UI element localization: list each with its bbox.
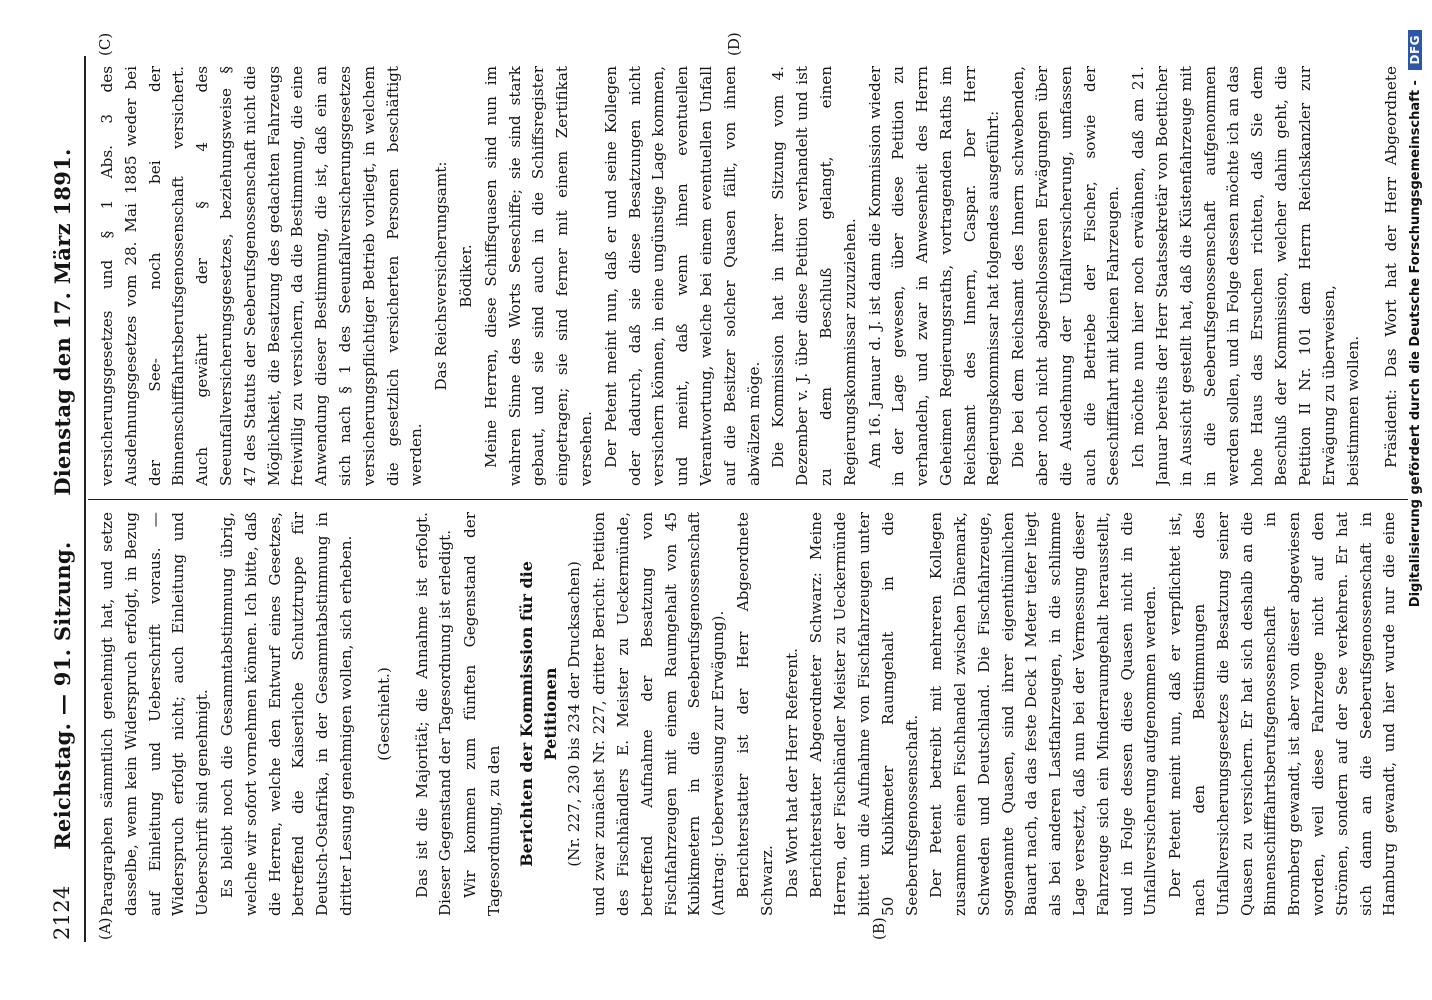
- right-text-column: [96, 66, 1406, 486]
- paragraph: Meine Herren, diese Schiffsquasen sind nun im wahren Sinne des Worts Seeschiffe; sie sind stark gebaut, und sie sind auch in die Schiffsregister eingetragen; sie sind ferner mit einem Zertifikat versehen.: [481, 66, 595, 486]
- margin-marker-b: (B): [870, 917, 888, 940]
- header-rule: [84, 56, 86, 942]
- paragraph: Der Petent betreibt mit mehreren Kollegen zusammen einen Fischhandel zwischen Dänemark, Schweden und Deutschland. Die Fischfahrzeuge, sogenannte Quasen, sind ihrer eigenthümlichen Bauart nach, da das feste Deck 1 Meter tiefer liegt als bei anderen Lastfahrzeugen, in die schlimme Lage versetzt, daß nun bei der Vermessung dieser Fahrzeuge sich ein Minderraumgehalt herausstellt, und in Folge dessen diese Quasen nicht in die Unfallversicherung aufgenommen werden.: [927, 512, 1160, 916]
- paragraph: Wir kommen zum fünften Gegenstand der Tagesordnung, zu den: [461, 512, 503, 916]
- digitization-footer: [1408, 30, 1426, 750]
- margin-marker-a: (A): [96, 917, 114, 940]
- speech-paragraph: Berichterstatter Abgeordneter Schwarz: Meine Herren, der Fischhändler Meister zu Ueckermünde bittet um die Aufnahme von Fischfahrzeugen unter 50 Kubikmeter Raumgehalt in die Seeberufsgenossenschaft.: [807, 512, 921, 916]
- paragraph: Berichterstatter ist der Herr Abgeordnete Schwarz.: [733, 512, 776, 916]
- paragraph: Paragraphen sämmtlich genehmigt hat, und setze dasselbe, wenn kein Widerspruch erfolgt, in Bezug auf Einleitung und Ueberschrift voraus. — Widerspruch erfolgt nicht; auch Einleitung und Ueberschrift sind genehmigt.: [98, 512, 212, 916]
- stage-direction: (Geschieht.): [374, 667, 393, 761]
- margin-marker-d: (D): [725, 32, 743, 56]
- dfg-logo: DFG: [1408, 30, 1422, 70]
- paragraph: Es bleibt noch die Gesammtabstimmung übrig, welche wir sofort vornehmen können. Ich bitte, daß die Herren, welche den Entwurf eines Gesetzes, betreffend die Kaiserliche Schutztruppe für Deutsch-Ostafrika, in der Gesammtabstimmung in dritter Lesung genehmigen wollen, sich erheben.: [217, 512, 355, 916]
- paragraph: Die Kommission hat in ihrer Sitzung vom 4. Dezember v. J. über diese Petition verhandelt und ist zu dem Beschluß gelangt, einen Regierungskommissar zuzuziehen.: [769, 66, 859, 486]
- left-text-column: [96, 512, 1406, 916]
- section-heading: Berichten der Kommission für die Petitionen: [516, 561, 560, 867]
- paragraph: Ich möchte nun hier noch erwähnen, daß am 21. Januar bereits der Herr Staatssekretär von Boetticher in Aussicht gestellt hat, daß die Küstenfahrzeuge mit in die Seeberufsgenossenschaft aufgenommen werden sollen, und in Folge dessen möchte ich an das hohe Haus das Ersuchen richten, daß Sie dem Beschluß der Kommission, welcher dahin geht, die Petition II Nr. 101 dem Herrn Reichskanzler zur Erwägung zu überweisen,: [1129, 66, 1338, 486]
- column-divider: [88, 499, 1408, 500]
- paragraph: Das Wort hat der Herr Referent.: [782, 648, 801, 898]
- letter-signature-name: Bödiker.: [456, 244, 475, 308]
- paragraph: und zwar zunächst Nr. 227, dritter Bericht: Petition des Fischhändlers E. Meister zu Ueckermünde, betreffend Aufnahme der Besatzung von Fischfahrzeugen mit einem Raumgehalt von 45 Kubikmetern in die Seeberufsgenossenschaft (Antrag: Ueberweisung zur Erwägung).: [590, 512, 728, 916]
- header-right-title: Dienstag den 17. März 1891.: [50, 148, 75, 496]
- letter-paragraph: versicherungsgesetzes und § 1 Abs. 3 des Ausdehnungsgesetzes vom 28. Mai 1885 weder bei der See- noch bei der Binnenschifffahrtsberufsgenossenschaft versichert. Auch gewährt der § 4 des Seeunfallversicherungsgesetzes, beziehungsweise § 47 des Statuts der Seeberufsgenossenschaft nicht die Möglichkeit, die Besatzung des gedachten Fahrzeugs freiwillig zu versichern, da die Bestimmung, die eine Anwendung dieser Bestimmung, die ist, daß ein an sich nach § 1 des Seeunfallversicherungsgesetzes versicherungspflichtiger Betrieb vorliegt, in welchem die gesetzlich versicherten Personen beschäftigt werden.: [98, 66, 426, 486]
- paragraph: Die bei dem Reichsamt des Innern schwebenden, aber noch nicht abgeschlossenen Erwägungen über die Ausdehnung der Unfallversicherung, umfassen auch die Betriebe der Fischer, sowie der Seeschifffahrt mit kleinen Fahrzeugen.: [1009, 66, 1123, 486]
- paragraph: beistimmen wollen.: [1344, 335, 1363, 486]
- page-number: 2124: [50, 885, 74, 940]
- paragraph: Am 16. Januar d. J. ist dann die Kommission wieder in der Lage gewesen, über diese Petition zu verhandeln, und zwar in Anwesenheit des Herrn Geheimen Regierungsraths, vortragenden Raths im Reichsamt des Innern, Caspar. Der Herr Regierungskommissar hat folgendes ausgeführt:: [865, 66, 1003, 486]
- speech-paragraph: Präsident: Das Wort hat der Herr Abgeordnete: [1382, 66, 1401, 468]
- page-header: [50, 58, 86, 940]
- paragraph: Der Petent meint nun, daß er verpflichtet ist, nach den Bestimmungen des Unfallversicherungsgesetzes die Besatzung seiner Quasen zu versichern. Er hat sich deshalb an die Binnenschifffahrtsberufsgenossenschaft in Bromberg gewandt, ist aber von dieser abgewiesen worden, weil diese Fahrzeuge nicht auf den Strömen, sondern auf der See verkehren. Er hat sich dann an die Seeberufsgenossenschaft in Hamburg gewandt, und hier wurde nur die eine: [1166, 512, 1399, 916]
- margin-marker-c: (C): [96, 32, 114, 56]
- section-subheading: (Nr. 227, 230 bis 234 der Drucksachen): [565, 561, 584, 867]
- header-left-title: Reichstag. — 91. Sitzung.: [50, 541, 75, 850]
- paragraph: Der Petent meint nun, daß er und seine Kollegen oder dadurch, daß sie diese Besatzungen nicht versichern können, in eine ungünstige Lage kommen, und meint, daß wenn ihnen eventuellen Verantwortung, welche bei einem eventuellen Unfall auf die Besitzer solcher Quasen fällt, von ihnen abwälzen möge.: [601, 66, 763, 486]
- letter-signature-office: Das Reichsversicherungsamt:: [432, 161, 451, 391]
- digitization-note: Digitalisierung gefördert durch die Deutsche Forschungsgemeinschaft -: [1408, 80, 1423, 608]
- header-titles: [50, 58, 75, 940]
- paragraph: Das ist die Majorität; die Annahme ist erfolgt. Dieser Gegenstand der Tagesordnung ist erledigt.: [412, 512, 455, 916]
